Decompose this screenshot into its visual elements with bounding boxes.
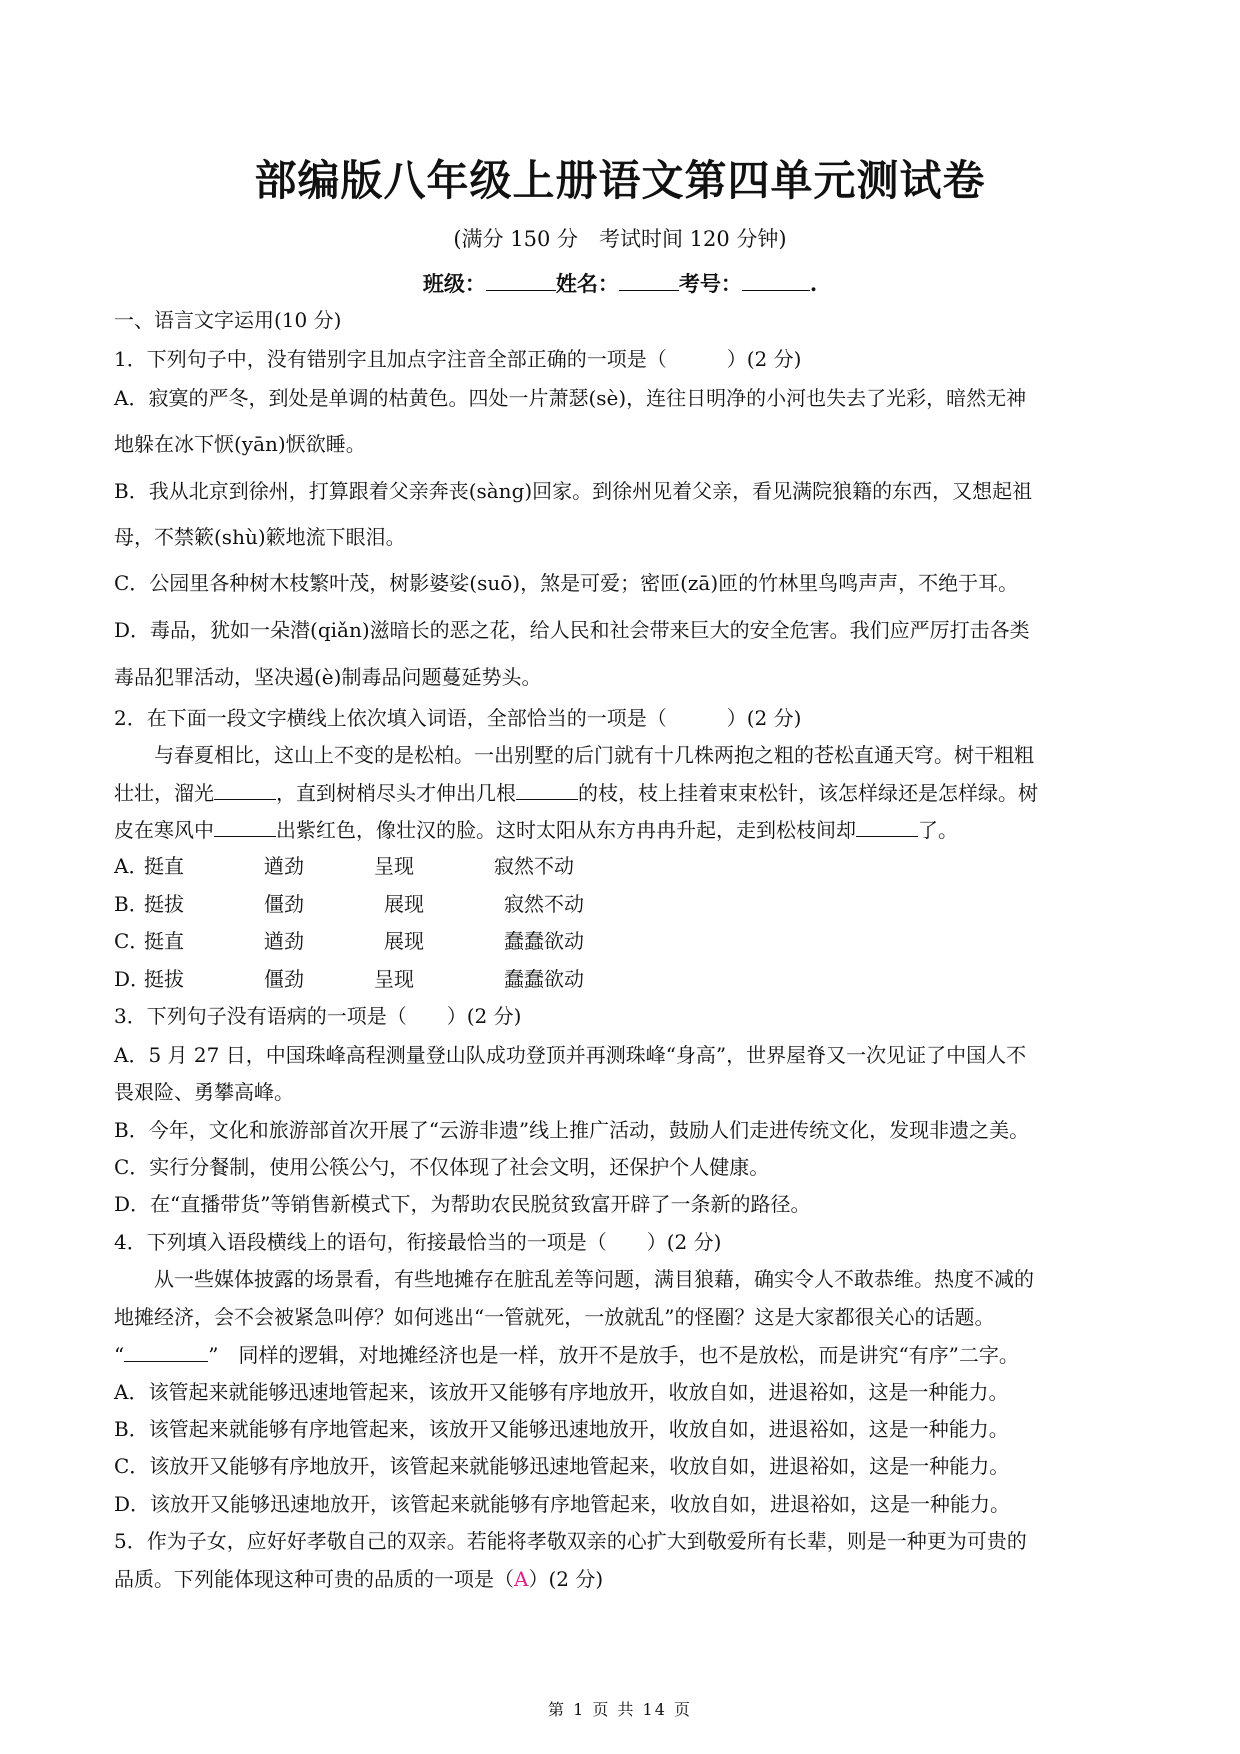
q4-option-c: C．该放开又能够有序地放开，该管起来就能够迅速地管起来，收放自如，进退裕如，这是一种能力。 xyxy=(114,1454,1010,1478)
q2-blank-4 xyxy=(856,816,918,837)
option-letter: B． xyxy=(114,892,149,916)
option-word-1: 挺直 xyxy=(144,854,184,878)
q1-option-d-line1: D．毒品，犹如一朵潜(qiǎn)滋暗长的恶之花，给人民和社会带来巨大的安全危害。我们应严厉打击各类 xyxy=(114,618,1030,642)
q1-option-b-line2: 母，不禁簌(shù)簌地流下眼泪。 xyxy=(114,525,406,549)
q3-option-d: D．在“直播带货”等销售新模式下，为帮助农民脱贫致富开辟了一条新的路径。 xyxy=(114,1192,811,1216)
class-blank xyxy=(486,268,556,291)
option-letter: D． xyxy=(114,967,151,991)
option-word-4: 蠢蠢欲动 xyxy=(504,967,584,991)
option-letter: C． xyxy=(114,929,150,953)
q5-stem-line1: 5．作为子女，应好好孝敬自己的双亲。若能将孝敬双亲的心扩大到敬爱所有长辈，则是一种更为可贵的 xyxy=(114,1529,1027,1553)
q5-text: ）(2 分) xyxy=(528,1567,604,1591)
q3-option-b: B．今年，文化和旅游部首次开展了“云游非遗”线上推广活动，鼓励人们走进传统文化，发现非遗之美。 xyxy=(114,1118,1030,1142)
q2-blank-3 xyxy=(214,816,276,837)
option-word-4: 寂然不动 xyxy=(494,854,574,878)
q1-option-d-line2: 毒品犯罪活动，坚决遏(è)制毒品问题蔓延势头。 xyxy=(114,665,542,689)
option-word-3: 呈现 xyxy=(374,967,414,991)
option-word-1: 挺拔 xyxy=(144,967,184,991)
option-word-3: 呈现 xyxy=(374,854,414,878)
section-heading: 一、语言文字运用(10 分) xyxy=(114,308,342,332)
number-blank xyxy=(742,268,810,291)
option-word-1: 挺拔 xyxy=(144,892,184,916)
q5-answer: A xyxy=(514,1567,529,1591)
option-word-2: 遒劲 xyxy=(264,854,304,878)
option-word-1: 挺直 xyxy=(144,929,184,953)
q3-stem: 3．下列句子没有语病的一项是（ ）(2 分) xyxy=(114,1004,522,1028)
class-label: 班级： xyxy=(422,271,486,296)
q1-option-a-line2: 地躲在冰下恹(yān)恹欲睡。 xyxy=(114,432,366,456)
q1-option-c: C．公园里各种树木枝繁叶茂，树影婆娑(suō)，煞是可爱；密匝(zā)匝的竹林里鸟鸣声声，不绝于耳。 xyxy=(114,571,1019,595)
q4-passage-line2: 地摊经济，会不会被紧急叫停？如何逃出“一管就死，一放就乱”的怪圈？这是大家都很关心的话题。 xyxy=(114,1305,995,1329)
q2-text: 出紫红色，像壮汉的脸。这时太阳从东方冉冉升起，走到松枝间却 xyxy=(276,818,856,842)
q4-option-b: B．该管起来就能够有序地管起来，该放开又能够迅速地放开，收放自如，进退裕如，这是一种能力。 xyxy=(114,1417,1009,1441)
q2-blank-1 xyxy=(214,779,276,800)
q4-option-d: D．该放开又能够迅速地放开，该管起来就能够有序地管起来，收放自如，进退裕如，这是一种能力。 xyxy=(114,1492,1011,1516)
q2-text: 壮壮，溜光 xyxy=(114,781,214,805)
q2-text: 皮在寒风中 xyxy=(114,818,214,842)
q5-text: 品质。下列能体现这种可贵的品质的一项是（ xyxy=(114,1567,514,1591)
q2-blank-2 xyxy=(516,779,578,800)
number-label: 考号： xyxy=(678,271,742,296)
q4-text: “ xyxy=(114,1343,125,1367)
q4-passage-line1: 从一些媒体披露的场景看，有些地摊存在脏乱差等问题，满目狼藉，确实令人不敢恭维。热度不减的 xyxy=(154,1267,1034,1291)
q2-passage-line1: 与春夏相比，这山上不变的是松柏。一出别墅的后门就有十几株两抱之粗的苍松直通天穹。树干粗粗 xyxy=(154,743,1034,767)
q1-stem: 1．下列句子中，没有错别字且加点字注音全部正确的一项是（ ）(2 分) xyxy=(114,347,802,371)
option-word-3: 展现 xyxy=(384,929,424,953)
option-word-2: 僵劲 xyxy=(264,967,304,991)
q4-blank xyxy=(124,1341,208,1362)
name-label: 姓名： xyxy=(555,271,619,296)
q2-text: 了。 xyxy=(918,818,958,842)
option-word-2: 遒劲 xyxy=(264,929,304,953)
q1-option-a-line1: A．寂寞的严冬，到处是单调的枯黄色。四处一片萧瑟(sè)，连往日明净的小河也失去了光彩，暗然无神 xyxy=(114,386,1027,410)
option-word-4: 蠢蠢欲动 xyxy=(504,929,584,953)
option-word-2: 僵劲 xyxy=(264,892,304,916)
page-title: 部编版八年级上册语文第四单元测试卷 xyxy=(254,156,986,205)
student-info-line xyxy=(0,268,1240,298)
end-mark: . xyxy=(809,271,818,296)
q2-text: ，直到树梢尽头才伸出几根 xyxy=(276,781,516,805)
q5-stem-line2 xyxy=(114,1566,603,1592)
q4-option-a: A．该管起来就能够迅速地管起来，该放开又能够有序地放开，收放自如，进退裕如，这是一种能力。 xyxy=(114,1380,1009,1404)
exam-subtitle: (满分 150 分 考试时间 120 分钟) xyxy=(453,227,787,251)
q2-passage-line3 xyxy=(114,816,958,843)
q3-option-a-line1: A．5 月 27 日，中国珠峰高程测量登山队成功登顶并再测珠峰“身高”，世界屋脊又一次见证了中国人不 xyxy=(114,1043,1027,1067)
q2-text: 的枝，枝上挂着束束松针，该怎样绿还是怎样绿。树 xyxy=(578,781,1038,805)
q4-passage-line3 xyxy=(114,1341,1019,1368)
q2-passage-line2 xyxy=(114,779,1038,806)
option-word-3: 展现 xyxy=(384,892,424,916)
q3-option-c: C．实行分餐制，使用公筷公勺，不仅体现了社会文明，还保护个人健康。 xyxy=(114,1155,770,1179)
option-letter: A． xyxy=(114,854,149,878)
q3-option-a-line2: 畏艰险、勇攀高峰。 xyxy=(114,1080,294,1104)
page-footer: 第 1 页 共 14 页 xyxy=(548,1700,692,1719)
name-blank xyxy=(619,268,679,291)
q4-stem: 4．下列填入语段横线上的语句，衔接最恰当的一项是（ ）(2 分) xyxy=(114,1230,722,1254)
q2-stem: 2．在下面一段文字横线上依次填入词语，全部恰当的一项是（ ）(2 分) xyxy=(114,706,802,730)
q4-text: ” 同样的逻辑，对地摊经济也是一样，放开不是放手，也不是放松，而是讲究“有序”二字。 xyxy=(208,1343,1019,1367)
q1-option-b-line1: B．我从北京到徐州，打算跟着父亲奔丧(sàng)回家。到徐州见着父亲，看见满院狼籍的东西，又想起祖 xyxy=(114,479,1033,503)
option-word-4: 寂然不动 xyxy=(504,892,584,916)
